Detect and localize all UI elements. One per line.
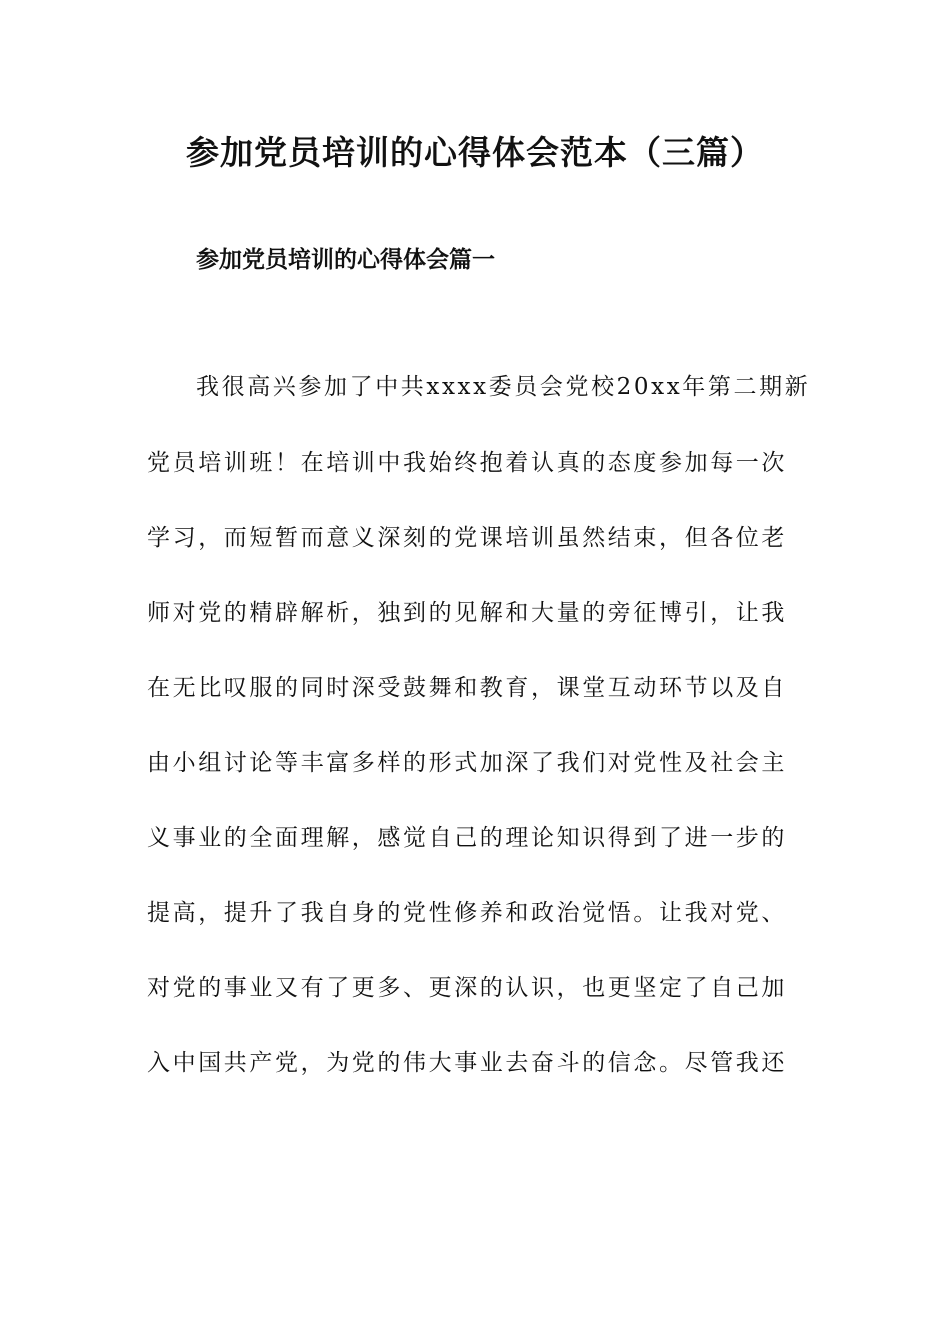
paragraph-line: 对党的事业又有了更多、更深的认识，也更坚定了自己加 <box>147 975 787 1001</box>
paragraph-line: 师对党的精辟解析，独到的见解和大量的旁征博引，让我 <box>147 600 787 626</box>
paragraph-line: 提高，提升了我自身的党性修养和政治觉悟。让我对党、 <box>147 900 787 926</box>
paragraph-line: 在无比叹服的同时深受鼓舞和教育，课堂互动环节以及自 <box>147 675 787 701</box>
paragraph-line: 我很高兴参加了中共xxxx委员会党校20xx年第二期新 <box>196 374 811 400</box>
paragraph-line: 由小组讨论等丰富多样的形式加深了我们对党性及社会主 <box>147 750 787 776</box>
document-title: 参加党员培训的心得体会范本（三篇） <box>186 133 764 172</box>
paragraph-line: 入中国共产党，为党的伟大事业去奋斗的信念。尽管我还 <box>147 1050 787 1076</box>
paragraph-line: 义事业的全面理解，感觉自己的理论知识得到了进一步的 <box>147 825 787 851</box>
paragraph-line: 学习，而短暂而意义深刻的党课培训虽然结束，但各位老 <box>147 525 787 551</box>
section-heading: 参加党员培训的心得体会篇一 <box>196 246 495 273</box>
paragraph-line: 党员培训班！在培训中我始终抱着认真的态度参加每一次 <box>147 450 787 476</box>
